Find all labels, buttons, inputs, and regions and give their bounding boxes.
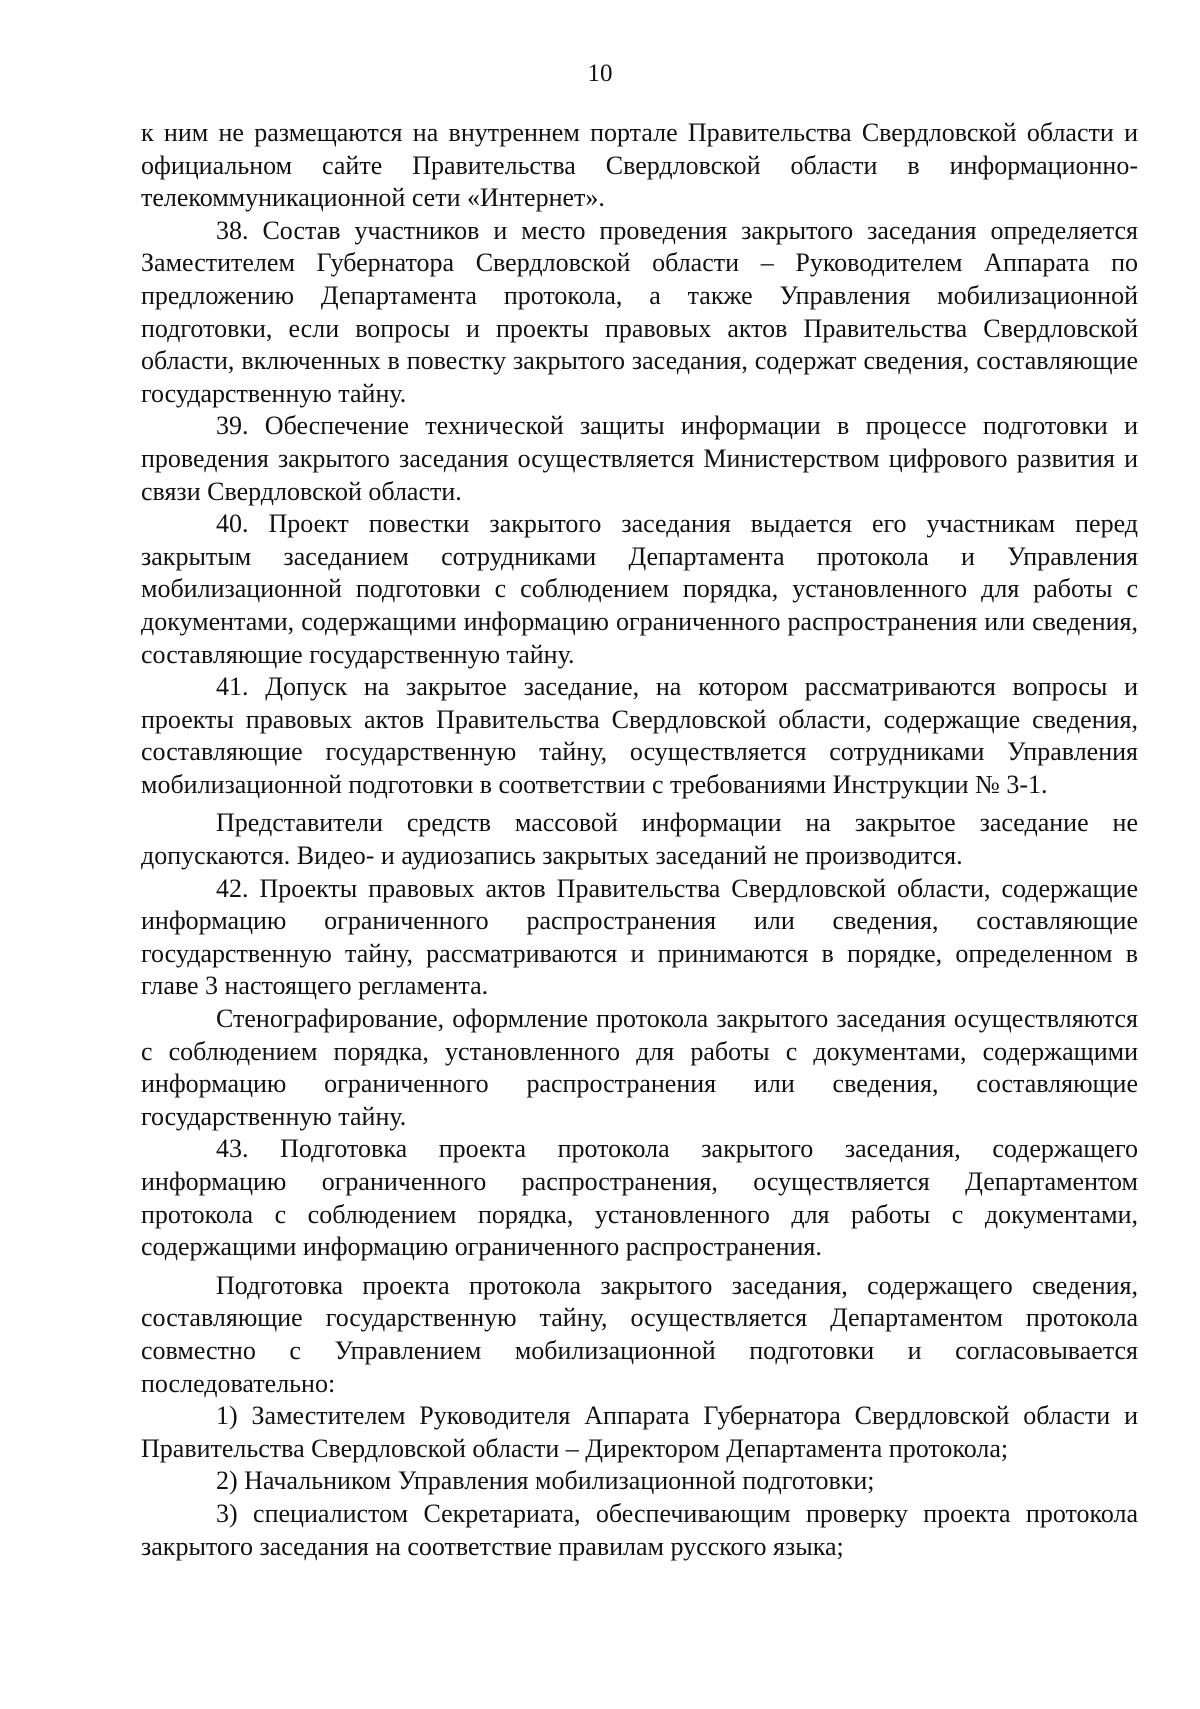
paragraph-43-state-secret: Подготовка проекта протокола закрытого заседания, содержащего сведения, составляющие государственную тайну, осуществляется Департаментом протокола совместно с Управлением мобилизационной подготовки и согласовывается последовательно: bbox=[141, 1270, 1138, 1398]
paragraph-39: 39. Обеспечение технической защиты информации в процессе подготовки и проведения закрытого заседания осуществляется Министерством цифрового развития и связи Свердловской области. bbox=[141, 411, 1138, 506]
paragraph-41-media: Представители средств массовой информации на закрытое заседание не допускаются. Видео- и аудиозапись закрытых заседаний не производится. bbox=[141, 808, 1138, 871]
paragraph-41: 41. Допуск на закрытое заседание, на котором рассматриваются вопросы и проекты правовых актов Правительства Свердловской области, содержащие сведения, составляющие государственную тайну, осуществляется сотрудниками Управления мобилизационной подготовки в соответствии с требованиями Инструкции № 3-1. bbox=[141, 672, 1138, 799]
paragraph-43: 43. Подготовка проекта протокола закрытого заседания, содержащего информацию ограниченного распространения, осуществляется Департаментом протокола с соблюдением порядка, установленного для работы с документами, содержащими информацию ограниченного распространения. bbox=[141, 1134, 1138, 1262]
list-item-1: 1) Заместителем Руководителя Аппарата Губернатора Свердловской области и Правительства Свердловской области – Директором Департамента протокола; bbox=[141, 1401, 1138, 1463]
page-number: 10 bbox=[587, 60, 613, 87]
list-item-2: 2) Начальником Управления мобилизационной подготовки; bbox=[216, 1466, 875, 1496]
paragraph-continuation: к ним не размещаются на внутреннем портале Правительства Свердловской области и официальном сайте Правительства Свердловской области в информационно-телекоммуникационной сети «Интернет». bbox=[141, 118, 1138, 213]
list-item-3: 3) специалистом Секретариата, обеспечивающим проверку проекта протокола закрытого заседания на соответствие правилам русского языка; bbox=[141, 1498, 1138, 1561]
paragraph-38: 38. Состав участников и место проведения закрытого заседания определяется Заместителем Губернатора Свердловской области – Руководителем Аппарата по предложению Департамента протокола, а также Управления мобилизационной подготовки, если вопросы и проекты правовых актов Правительства Свердловской области, включенных в повестку закрытого заседания, содержат сведения, составляющие государственную тайну. bbox=[141, 215, 1138, 408]
paragraph-42: 42. Проекты правовых актов Правительства Свердловской области, содержащие информацию ограниченного распространения или сведения, составляющие государственную тайну, рассматриваются и принимаются в порядке, определенном в главе 3 настоящего регламента. bbox=[141, 873, 1138, 1001]
paragraph-42-stenography: Стенографирование, оформление протокола закрытого заседания осуществляются с соблюдением порядка, установленного для работы с документами, содержащими информацию ограниченного распространения или сведения, составляющие государственную тайну. bbox=[141, 1004, 1138, 1131]
document-body bbox=[141, 117, 1138, 1563]
paragraph-40: 40. Проект повестки закрытого заседания выдается его участникам перед закрытым заседанием сотрудниками Департамента протокола и Управления мобилизационной подготовки с соблюдением порядка, установленного для работы с документами, содержащими информацию ограниченного распространения или сведения, составляющие государственную тайну. bbox=[141, 509, 1138, 669]
